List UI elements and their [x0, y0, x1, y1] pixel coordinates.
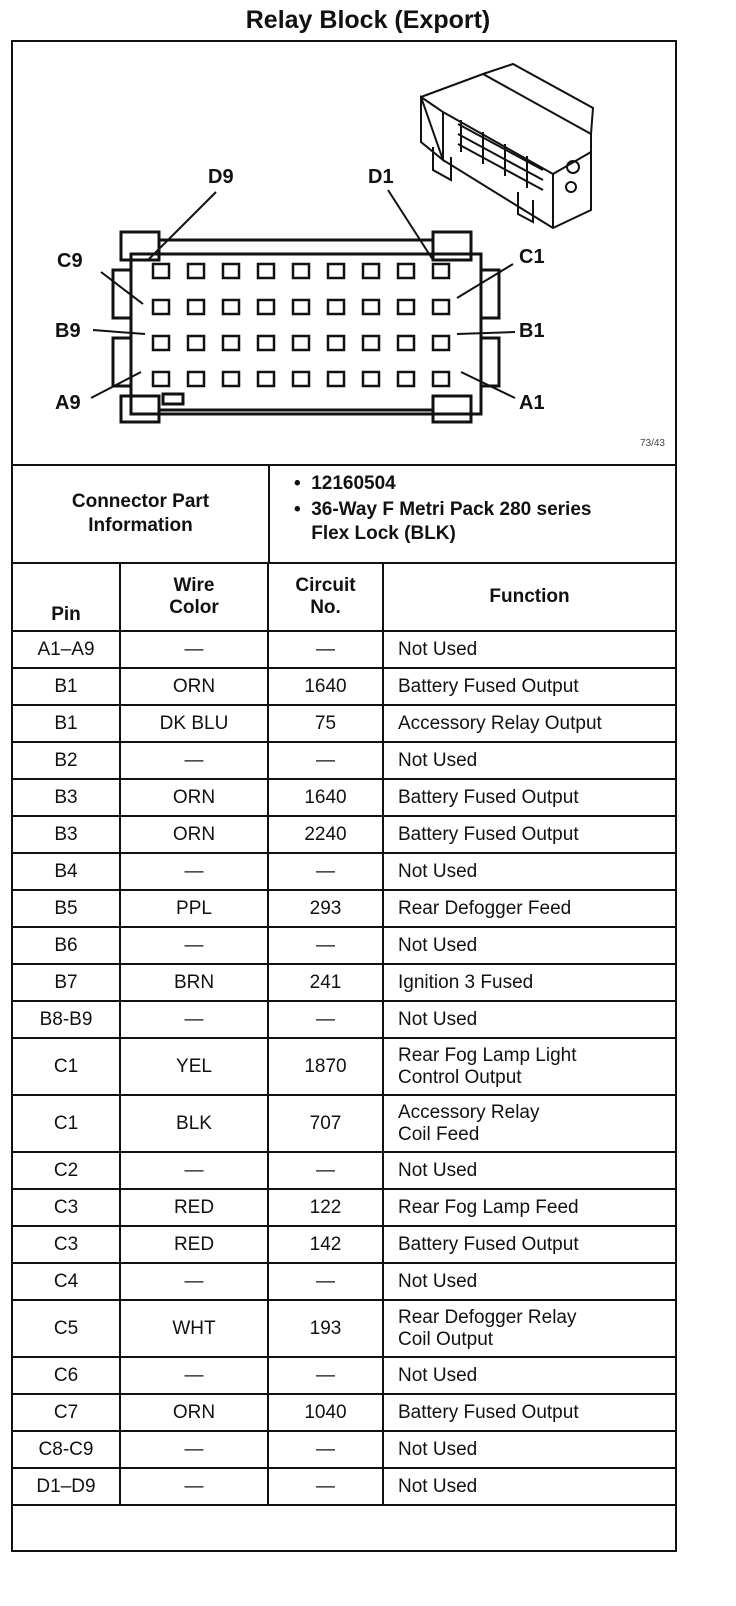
pin-cavity [153, 264, 169, 278]
table-row [13, 779, 675, 816]
wire-color-cell: — [120, 1001, 268, 1038]
table-row [13, 1152, 675, 1189]
function-line-2: Control Output [398, 1066, 522, 1088]
circuit-cell: 142 [268, 1226, 383, 1263]
table-row [13, 890, 675, 927]
circuit-cell: 1870 [268, 1038, 383, 1095]
pin-cavity [328, 372, 344, 386]
function-line: Not Used [398, 1364, 478, 1386]
pin-cell: B5 [13, 890, 120, 927]
table-row [13, 1263, 675, 1300]
function-line: Not Used [398, 1159, 478, 1181]
table-row [13, 1394, 675, 1431]
label-c9: C9 [57, 250, 83, 272]
circuit-cell: — [268, 1431, 383, 1468]
pin-cell: B4 [13, 853, 120, 890]
pin-cavities [153, 264, 449, 386]
pin-cavity [153, 336, 169, 350]
label-b1: B1 [519, 320, 545, 342]
wire-color-cell: — [120, 927, 268, 964]
header-wire-color: Wire Color [120, 564, 268, 631]
function-line: Not Used [398, 860, 478, 882]
function-cell [383, 1394, 675, 1431]
function-cell [383, 705, 675, 742]
function-line: Ignition 3 Fused [398, 971, 534, 993]
table-row [13, 927, 675, 964]
function-cell [383, 1226, 675, 1263]
function-line-2: Coil Output [398, 1328, 494, 1350]
pin-cavity [293, 264, 309, 278]
function-line: Rear Fog Lamp Feed [398, 1196, 579, 1218]
pin-cell: D1–D9 [13, 1468, 120, 1505]
page-title: Relay Block (Export) [245, 6, 491, 34]
pin-cell: B1 [13, 705, 120, 742]
label-b9: B9 [55, 320, 81, 342]
function-line: Not Used [398, 934, 478, 956]
wire-color-cell: BLK [120, 1095, 268, 1152]
pin-cavity [363, 336, 379, 350]
pin-cavity [433, 264, 449, 278]
label-d1: D1 [368, 166, 394, 188]
function-cell [383, 1431, 675, 1468]
pin-cavity [258, 264, 274, 278]
wire-color-cell: RED [120, 1226, 268, 1263]
table-row [13, 964, 675, 1001]
function-line: Not Used [398, 1008, 478, 1030]
function-cell [383, 1263, 675, 1300]
pin-cavity [223, 300, 239, 314]
part-number-bullet: • 12160504 [294, 473, 396, 494]
pin-cell: B3 [13, 816, 120, 853]
function-line: Battery Fused Output [398, 786, 579, 808]
pin-cell: C7 [13, 1394, 120, 1431]
function-cell [383, 890, 675, 927]
wire-color-cell: ORN [120, 1394, 268, 1431]
pin-cell: B7 [13, 964, 120, 1001]
pin-cell: B6 [13, 927, 120, 964]
function-line: Rear Defogger Relay [398, 1306, 577, 1328]
pin-cavity [398, 372, 414, 386]
function-line: Accessory Relay Output [398, 712, 602, 734]
circuit-cell: 193 [268, 1300, 383, 1357]
pin-cavity [153, 372, 169, 386]
pin-cell: A1–A9 [13, 631, 120, 668]
function-cell [383, 964, 675, 1001]
pin-cavity [433, 300, 449, 314]
function-line: Rear Defogger Feed [398, 897, 572, 919]
pin-cavity [293, 372, 309, 386]
wire-color-cell: PPL [120, 890, 268, 927]
wire-color-cell: RED [120, 1189, 268, 1226]
wire-color-cell: ORN [120, 668, 268, 705]
pin-cell: B3 [13, 779, 120, 816]
circuit-cell: — [268, 1152, 383, 1189]
function-cell [383, 631, 675, 668]
wire-color-cell: — [120, 742, 268, 779]
function-cell [383, 1357, 675, 1394]
connector-diagram [13, 42, 675, 466]
pin-cell: C5 [13, 1300, 120, 1357]
circuit-cell: 1640 [268, 668, 383, 705]
pin-cell: C8-C9 [13, 1431, 120, 1468]
function-line: Not Used [398, 1475, 478, 1497]
function-line-2: Coil Feed [398, 1123, 480, 1145]
header-function: Function [383, 564, 675, 631]
function-cell [383, 779, 675, 816]
circuit-cell: 707 [268, 1095, 383, 1152]
pin-cavity [293, 336, 309, 350]
function-cell [383, 1095, 675, 1152]
circuit-cell: — [268, 1263, 383, 1300]
circuit-cell: — [268, 927, 383, 964]
pin-cavity [188, 336, 204, 350]
circuit-cell: — [268, 1001, 383, 1038]
pin-cavity [188, 264, 204, 278]
pin-cell: C1 [13, 1038, 120, 1095]
function-line: Battery Fused Output [398, 675, 579, 697]
pin-cavity [188, 372, 204, 386]
circuit-cell: 2240 [268, 816, 383, 853]
label-a9: A9 [55, 392, 81, 414]
circuit-cell: — [268, 1357, 383, 1394]
function-cell [383, 742, 675, 779]
pinout-table [13, 564, 675, 1506]
circuit-cell: 122 [268, 1189, 383, 1226]
wire-color-cell: — [120, 1263, 268, 1300]
pin-cavity [258, 372, 274, 386]
pin-cavity [363, 372, 379, 386]
circuit-cell: 241 [268, 964, 383, 1001]
pin-cavity [223, 264, 239, 278]
function-cell [383, 816, 675, 853]
table-header-row [13, 564, 675, 631]
circuit-cell: — [268, 1468, 383, 1505]
pin-cavity [328, 336, 344, 350]
wire-color-cell: DK BLU [120, 705, 268, 742]
circuit-cell: — [268, 742, 383, 779]
function-line: Not Used [398, 749, 478, 771]
connector-face [113, 232, 499, 422]
circuit-cell: 75 [268, 705, 383, 742]
wire-color-cell: — [120, 1431, 268, 1468]
pin-cavity [223, 336, 239, 350]
function-line: Rear Fog Lamp Light [398, 1044, 577, 1066]
pin-cell: C2 [13, 1152, 120, 1189]
function-cell [383, 1001, 675, 1038]
circuit-cell: 1040 [268, 1394, 383, 1431]
function-cell [383, 1152, 675, 1189]
table-row [13, 631, 675, 668]
function-cell [383, 668, 675, 705]
pin-cavity [433, 372, 449, 386]
connector-3d-sketch [421, 64, 593, 228]
pin-cavity [258, 336, 274, 350]
pin-cell: B2 [13, 742, 120, 779]
function-cell [383, 1468, 675, 1505]
function-line: Not Used [398, 638, 478, 660]
table-row [13, 1189, 675, 1226]
table-row [13, 1431, 675, 1468]
function-cell [383, 1300, 675, 1357]
wire-color-cell: — [120, 631, 268, 668]
pin-cavity [293, 300, 309, 314]
pin-cell: B1 [13, 668, 120, 705]
connector-drawing [13, 42, 675, 464]
wire-color-cell: WHT [120, 1300, 268, 1357]
connector-info-details [270, 472, 670, 548]
pin-cavity [258, 300, 274, 314]
circuit-cell: — [268, 853, 383, 890]
pin-cavity [188, 300, 204, 314]
function-cell [383, 1038, 675, 1095]
pin-cell: C4 [13, 1263, 120, 1300]
table-row [13, 668, 675, 705]
wire-color-cell: ORN [120, 779, 268, 816]
figure-number: 73/43 [639, 438, 665, 449]
pin-cell: C3 [13, 1226, 120, 1263]
function-cell [383, 927, 675, 964]
table-row [13, 853, 675, 890]
function-cell [383, 1189, 675, 1226]
table-row [13, 1357, 675, 1394]
label-a1: A1 [519, 392, 545, 414]
circuit-cell: — [268, 631, 383, 668]
function-line: Not Used [398, 1270, 478, 1292]
pin-cavity [363, 300, 379, 314]
pin-cavity [153, 300, 169, 314]
wire-color-cell: — [120, 1468, 268, 1505]
function-line: Battery Fused Output [398, 1233, 579, 1255]
connector-part-info [13, 466, 675, 564]
pin-cavity [398, 336, 414, 350]
wire-color-cell: BRN [120, 964, 268, 1001]
function-cell [383, 853, 675, 890]
pin-cavity [398, 264, 414, 278]
connector-info-label: Connector Part Information [13, 466, 270, 562]
pin-cavity [328, 300, 344, 314]
table-row [13, 1095, 675, 1152]
table-row [13, 1300, 675, 1357]
header-pin: Pin [13, 564, 120, 631]
function-line: Not Used [398, 1438, 478, 1460]
table-row [13, 1001, 675, 1038]
pin-cell: B8-B9 [13, 1001, 120, 1038]
circuit-cell: 1640 [268, 779, 383, 816]
pin-cell: C3 [13, 1189, 120, 1226]
pin-cavity [433, 336, 449, 350]
table-row [13, 816, 675, 853]
wire-color-cell: YEL [120, 1038, 268, 1095]
wire-color-cell: — [120, 853, 268, 890]
pin-cavity [398, 300, 414, 314]
label-d9: D9 [208, 166, 234, 188]
table-row [13, 1468, 675, 1505]
circuit-cell: 293 [268, 890, 383, 927]
pin-cell: C1 [13, 1095, 120, 1152]
header-circuit-no: Circuit No. [268, 564, 383, 631]
table-row [13, 1038, 675, 1095]
label-c1: C1 [519, 246, 545, 268]
table-row [13, 705, 675, 742]
wire-color-cell: ORN [120, 816, 268, 853]
wire-color-cell: — [120, 1357, 268, 1394]
pinout-frame [11, 40, 677, 1552]
function-line: Battery Fused Output [398, 1401, 579, 1423]
connector-type-bullet: • 36-Way F Metri Pack 280 series Flex Lock (BLK) [294, 499, 592, 544]
pin-cavity [363, 264, 379, 278]
pin-cavity [328, 264, 344, 278]
function-line: Battery Fused Output [398, 823, 579, 845]
leader-lines [91, 190, 515, 398]
table-row [13, 1226, 675, 1263]
pin-cell: C6 [13, 1357, 120, 1394]
function-line: Accessory Relay [398, 1101, 540, 1123]
wire-color-cell: — [120, 1152, 268, 1189]
table-row [13, 742, 675, 779]
pin-cavity [223, 372, 239, 386]
